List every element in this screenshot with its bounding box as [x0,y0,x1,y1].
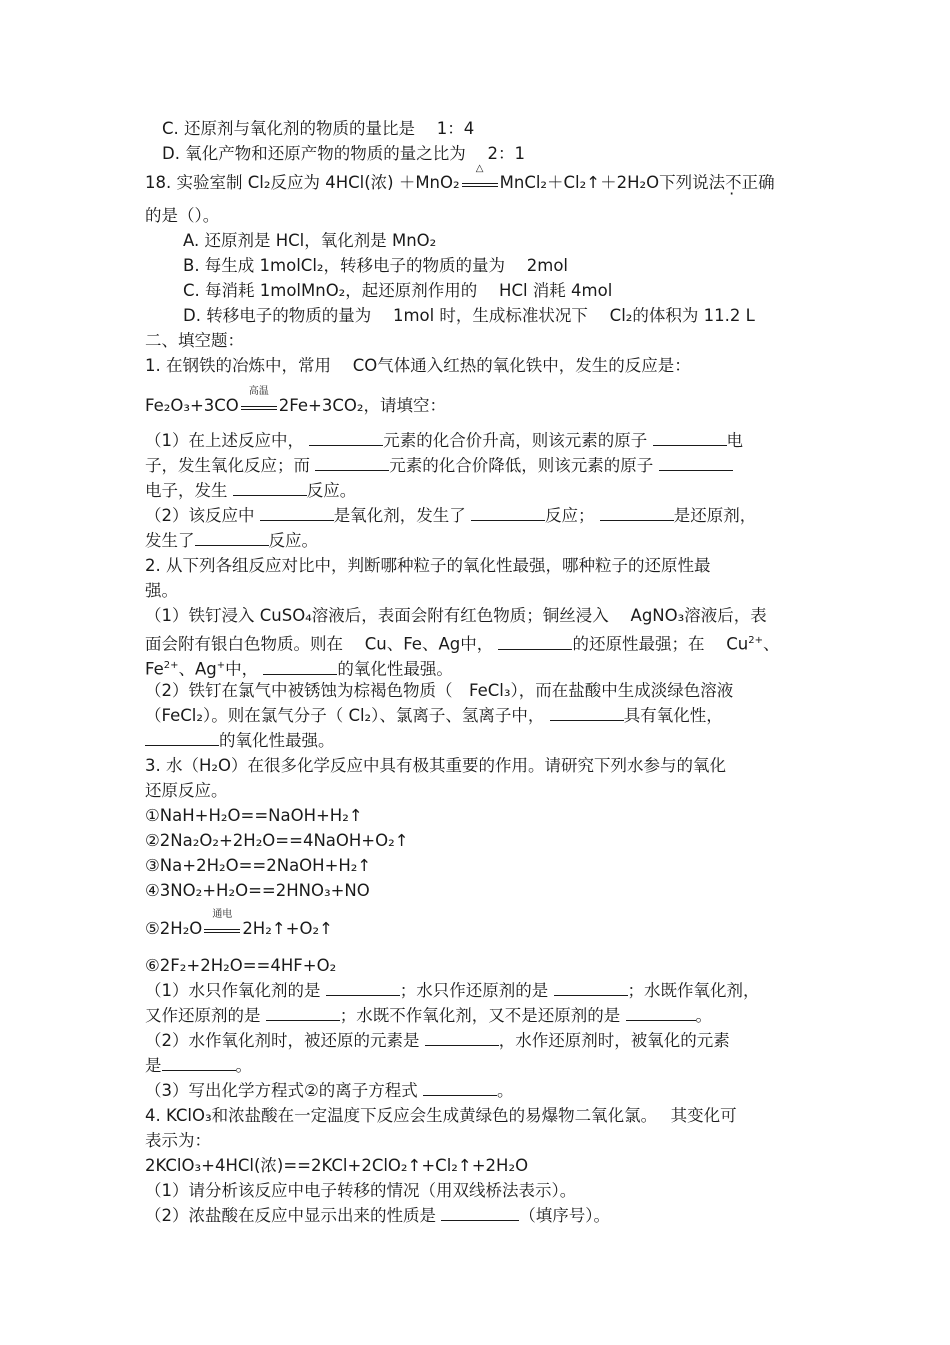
answer-blank[interactable] [554,980,628,996]
emphasis-not: 不 [725,173,742,192]
p3-q1-line2: 又作还原剂的是 ；水既不作氧化剂，又不是还原剂的是 。 [145,1006,712,1025]
answer-blank[interactable] [471,505,545,521]
answer-blank[interactable] [326,980,400,996]
p1-q2-line1: （2）该反应中 是氧化剂，发生了 反应； 是还原剂， [145,506,757,525]
reaction-3: ③Na+2H₂O==2NaOH+H₂↑ [145,856,372,875]
heat-condition-equals: △ [460,172,500,194]
p4-q2: （2）浓盐酸在反应中显示出来的性质是 （填序号）。 [145,1206,610,1225]
answer-blank[interactable] [626,1005,696,1021]
p4-equation: 2KClO₃+4HCl(浓)==2KCl+2ClO₂↑+Cl₂↑+2H₂O [145,1156,529,1175]
p2-q1-line2: 面会附有银白色物质。则在 Cu、Fe、Ag中， 的还原性最强；在 $Cu^{2+}$、 [145,634,780,654]
q18-stem-line2: 的是（）。 [145,206,220,225]
reaction-1: ①NaH+H₂O==NaOH+H₂↑ [145,806,363,825]
q18-option-d: D. 转移电子的物质的量为 1mol 时，生成标准状况下 Cl₂的体积为 11.2 L [183,306,755,325]
answer-blank[interactable] [266,1005,340,1021]
p1-equation: Fe₂O₃+3CO 高温 2Fe+3CO₂，请填空： [145,386,446,415]
p2-stem-line2: 强。 [145,581,178,600]
p2-stem-line1: 2. 从下列各组反应对比中，判断哪种粒子的氧化性最强，哪种粒子的还原性最 [145,556,711,575]
q18-option-b: B. 每生成 1molCl₂，转移电子的物质的量为 2mol [183,256,569,275]
answer-blank[interactable] [260,505,334,521]
p2-q2-line3: 的氧化性最强。 [145,730,815,752]
answer-blank[interactable] [653,430,727,446]
p3-q2-line2: 是 。 [145,1056,252,1075]
answer-blank[interactable] [425,1030,499,1046]
reaction-5: ⑤2H₂O 通电 2H₂↑+O₂↑ [145,909,333,938]
section-title: 二、填空题： [145,331,244,350]
p2-q1-line1: （1）铁钉浸入 CuSO₄溶液后，表面会附有红色物质；铜丝浸入 AgNO₃溶液后，表 [145,606,767,625]
answer-blank[interactable] [498,634,572,650]
reaction-4: ④3NO₂+H₂O==2HNO₃+NO [145,881,370,900]
q18-option-c: C. 每消耗 1molMnO₂，起还原剂作用的 HCl 消耗 4mol [183,281,613,300]
p2-q2-line2: （FeCl₂）。则在氯气分子（ Cl₂）、氯离子、氢离子中， 具有氧化性， [145,706,723,725]
p1-q1-line1: （1）在上述反应中， 元素的化合价升高，则该元素的原子 电 [145,431,743,450]
answer-blank[interactable] [659,455,733,471]
answer-blank[interactable] [233,480,307,496]
p1-q1-line2: 子，发生氧化反应；而 元素的化合价降低，则该元素的原子 [145,455,815,477]
answer-blank[interactable] [315,455,389,471]
answer-blank[interactable] [162,1055,236,1071]
p4-q1: （1）请分析该反应中电子转移的情况（用双线桥法表示）。 [145,1181,577,1200]
p3-q1-line1: （1）水只作氧化剂的是 ；水只作还原剂的是 ；水既作氧化剂， [145,981,760,1000]
reaction-6: ⑥2F₂+2H₂O==4HF+O₂ [145,956,337,975]
q17-option-c: C. 还原剂与氧化剂的物质的量比是 1：4 [162,119,475,138]
electrolysis-condition-equals: 通电 [202,918,242,940]
p3-q2-line1: （2）水作氧化剂时，被还原的元素是 ，水作还原剂时，被氧化的元素 [145,1031,730,1050]
p4-stem-line1: 4. KClO₃和浓盐酸在一定温度下反应会生成黄绿色的易爆物二氧化氯。 其变化可 [145,1106,737,1125]
reaction-2: ②2Na₂O₂+2H₂O==4NaOH+O₂↑ [145,831,409,850]
p3-stem-line2: 还原反应。 [145,781,228,800]
p2-q1-line3: $Fe^{2+}$、Ag+中， 的氧化性最强。 [145,659,453,679]
q17-option-d: D. 氧化产物和还原产物的物质的量之比为 2：1 [162,144,525,163]
p3-q3: （3）写出化学方程式②的离子方程式 。 [145,1081,514,1100]
p1-stem: 1. 在钢铁的冶炼中，常用 CO气体通入红热的氧化铁中，发生的反应是： [145,356,691,375]
answer-blank[interactable] [309,430,383,446]
answer-blank[interactable] [600,505,674,521]
p1-q2-line2: 发生了 反应。 [145,531,318,550]
high-temp-condition-equals: 高温 [239,395,279,417]
answer-blank[interactable] [145,730,219,746]
answer-blank[interactable] [550,705,624,721]
p4-stem-line2: 表示为： [145,1131,211,1150]
answer-blank[interactable] [423,1080,497,1096]
p3-stem-line1: 3. 水（H₂O）在很多化学反应中具有极其重要的作用。请研究下列水参与的氧化 [145,756,726,775]
answer-blank[interactable] [195,530,269,546]
p2-q2-line1: （2）铁钉在氯气中被锈蚀为棕褐色物质（ FeCl₃），而在盐酸中生成淡绿色溶液 [145,681,734,700]
q18-stem: 18. 实验室制 Cl₂反应为 4HCl(浓) ＋MnO₂ △ MnCl₂＋Cl₂↑＋2H₂O下列说法不正确 [145,163,775,192]
answer-blank[interactable] [263,659,337,675]
answer-blank[interactable] [441,1205,519,1221]
p1-q1-line3: 电子，发生 反应。 [145,481,357,500]
q18-option-a: A. 还原剂是 HCl，氧化剂是 MnO₂ [183,231,437,250]
